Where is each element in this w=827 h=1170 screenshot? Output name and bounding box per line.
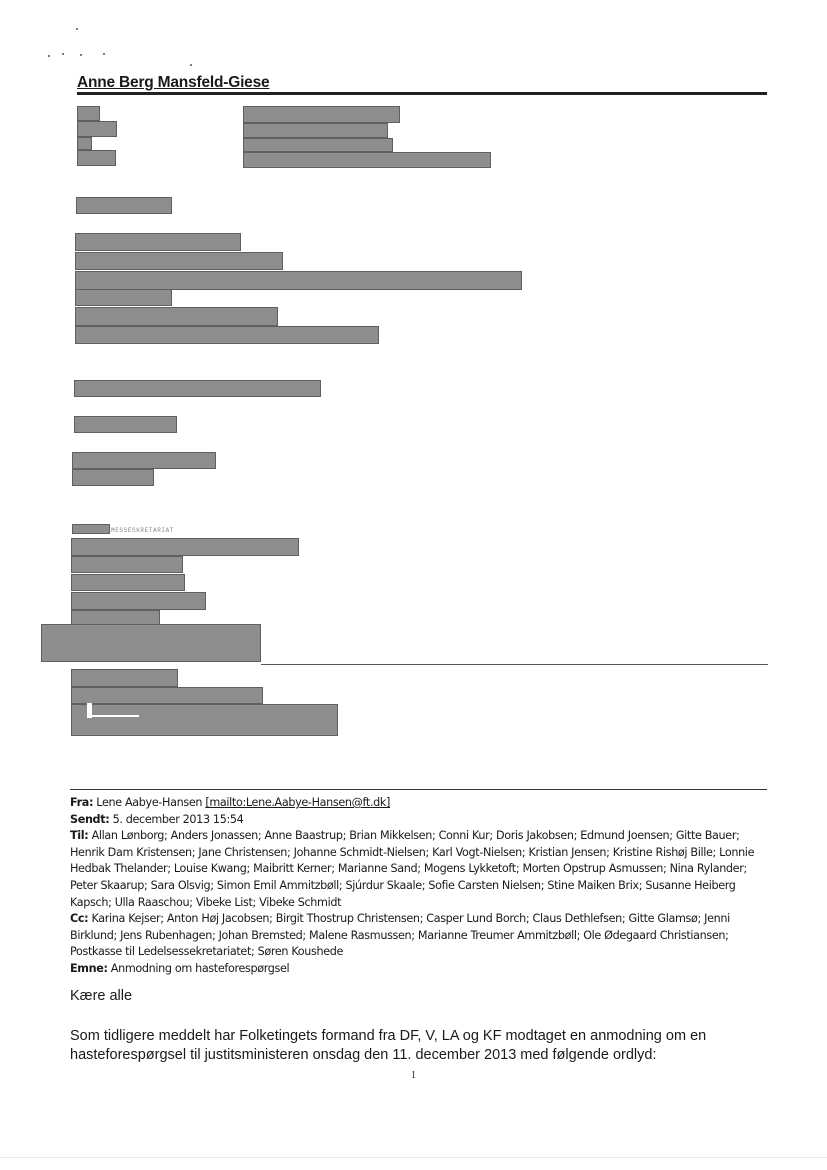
- redaction-block: [72, 524, 110, 534]
- redaction-block: [76, 197, 172, 214]
- redaction-block: [243, 106, 400, 123]
- cc-line: [70, 911, 770, 961]
- redaction-block: [77, 150, 116, 166]
- from-value: Lene Aabye-Hansen: [96, 796, 203, 809]
- scan-speck: [48, 55, 50, 57]
- redaction-block: [75, 233, 241, 251]
- from-mail-link[interactable]: [mailto:Lene.Aabye-Hansen@ft.dk]: [205, 796, 391, 809]
- redaction-block: [75, 289, 172, 306]
- redaction-gap: [92, 715, 139, 717]
- redaction-block: [243, 152, 491, 168]
- redaction-block: [41, 624, 261, 662]
- scan-speck: [80, 54, 82, 56]
- redaction-block: [77, 121, 117, 137]
- redaction-block: [75, 307, 278, 326]
- redaction-block: [71, 610, 160, 625]
- body-paragraph: Som tidligere meddelt har Folketingets formand fra DF, V, LA og KF modtaget en anmodning om en hasteforespørgsel til justitsministeren onsdag den 11. december 2013 med følgende ordlyd:: [70, 1028, 707, 1063]
- redaction-block: [243, 123, 388, 138]
- cc-label: Cc:: [70, 912, 89, 926]
- scan-speck: [76, 28, 78, 30]
- redaction-block: [75, 326, 379, 344]
- header-rule: [77, 92, 767, 95]
- redaction-block: [72, 452, 216, 469]
- email-header-rule: [70, 789, 767, 790]
- page-number: 1: [411, 1070, 416, 1081]
- redaction-block: [71, 556, 183, 573]
- redaction-block: [71, 592, 206, 610]
- cc-value: Karina Kejser; Anton Høj Jacobsen; Birgit Thostrup Christensen; Casper Lund Borch; Claus Dethlefsen; Gitte Glamsø; Jenni Birklund; Jens Rubenhagen; Johan Bremsted; Malene Rasmussen; Marianne Treumer Ammitzbøll; Ole Ødegaard Christiansen; Postkasse til Ledelsessekretariatet; Søren Koushede: [70, 912, 730, 959]
- greeting: Kære alle: [70, 988, 133, 1004]
- divider-rule: [261, 664, 768, 665]
- scan-edge: [0, 1157, 827, 1158]
- redaction-block: [72, 469, 154, 486]
- redaction-block: [71, 669, 178, 687]
- sent-line: [70, 812, 770, 829]
- scan-speck: [62, 53, 64, 55]
- redaction-block: [77, 137, 92, 150]
- scan-speck: [103, 53, 105, 55]
- stamp-text: MESSESKRETARIAT: [111, 527, 175, 534]
- sender-name-header: Anne Berg Mansfeld-Giese: [77, 74, 270, 91]
- email-header: [70, 795, 770, 978]
- redaction-block: [74, 380, 321, 397]
- redaction-block: [75, 252, 283, 270]
- to-value: Allan Lønborg; Anders Jonassen; Anne Baastrup; Brian Mikkelsen; Conni Kur; Doris Jakobsen; Edmund Joensen; Gitte Bauer; Henrik Dam Kristensen; Jane Christensen; Johanne Schmidt-Nielsen; Karl Vogt-Nielsen; Kristian Jensen; Kristine Rishøj Bille; Lonnie Hedbak Thelander; Louise Kwang; Maibritt Kerner; Marianne Sand; Mogens Lykketoft; Morten Opstrup Asmussen; Nina Rylander; Peter Skaarup; Sara Olsvig; Simon Emil Ammitzbøll; Sjúrdur Skaale; Sofie Carsten Nielsen; Stine Maiken Brix; Susanne Heiberg Kapsch; Ulla Raaschou; Vibeke List; Vibeke Schmidt: [70, 829, 755, 909]
- subject-line: [70, 961, 770, 978]
- redaction-block: [71, 538, 299, 556]
- redaction-block: [71, 574, 185, 591]
- redaction-block: [77, 106, 100, 121]
- to-line: [70, 828, 770, 911]
- to-label: Til:: [70, 829, 89, 843]
- scan-speck: [190, 64, 192, 66]
- sent-label: Sendt:: [70, 812, 110, 826]
- redaction-block: [74, 416, 177, 433]
- from-line: [70, 795, 770, 812]
- redaction-block: [243, 138, 393, 152]
- redaction-block: [75, 271, 522, 290]
- subject-value: Anmodning om hasteforespørgsel: [110, 961, 290, 975]
- redaction-block: [71, 687, 263, 704]
- subject-label: Emne:: [70, 961, 108, 975]
- sent-value: 5. december 2013 15:54: [112, 812, 244, 826]
- redaction-block: [71, 704, 338, 736]
- from-label: Fra:: [70, 796, 94, 809]
